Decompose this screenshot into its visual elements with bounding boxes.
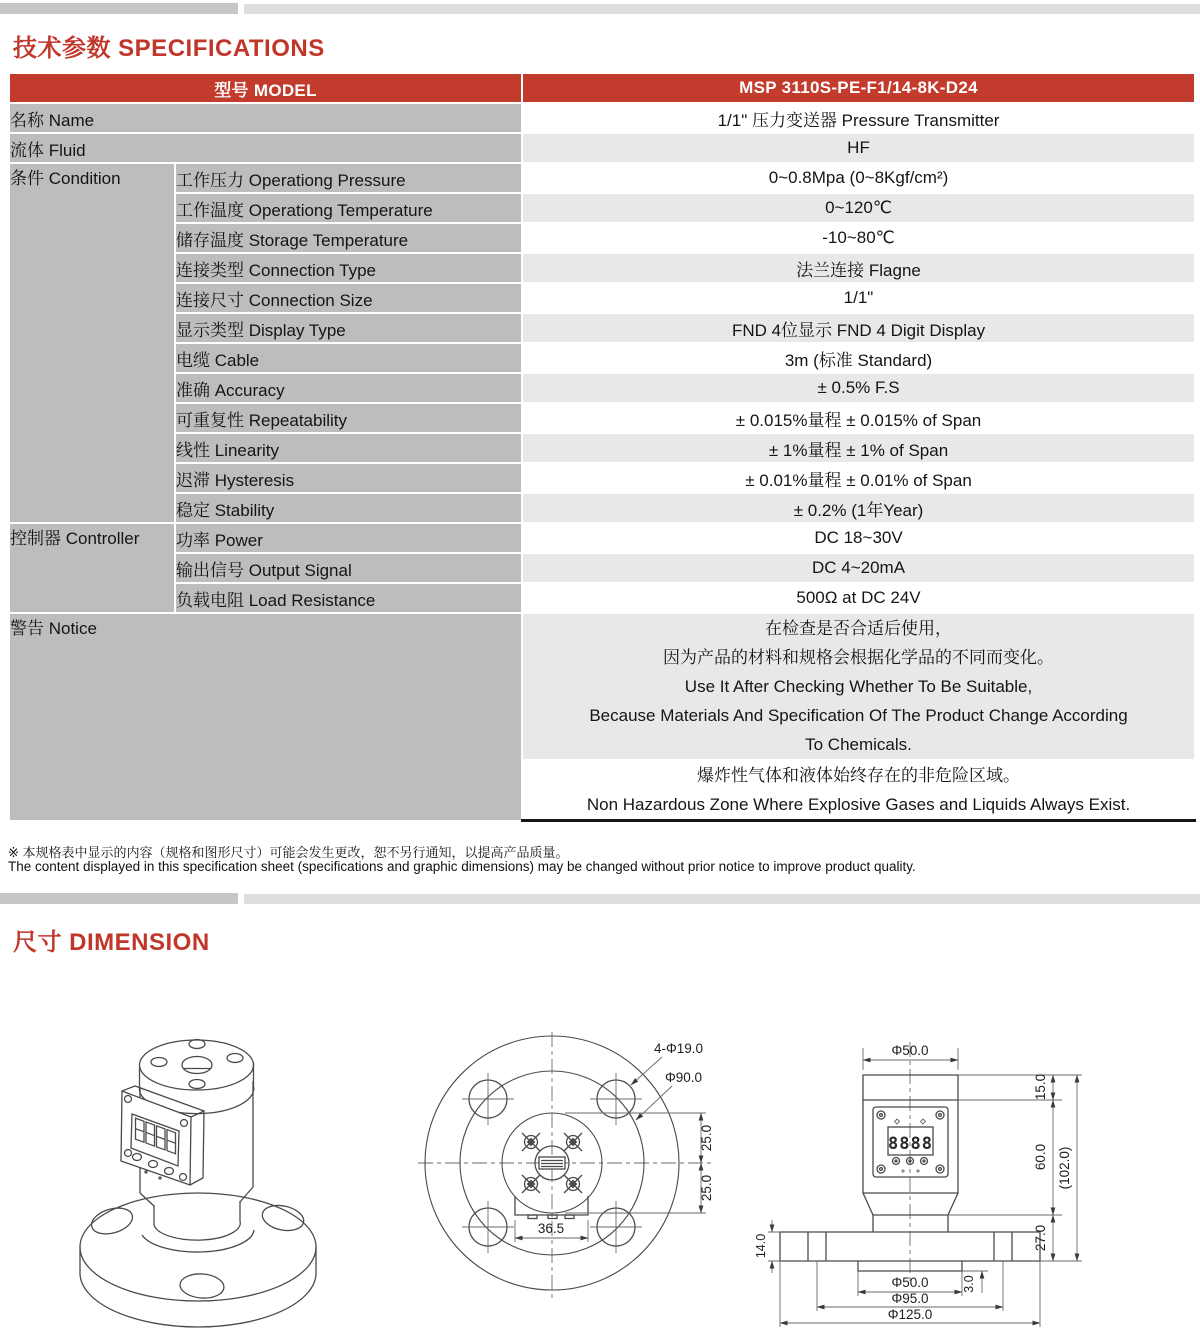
table-row [9,373,1195,403]
notice-block-1 [522,613,1195,760]
drawing-isometric-view [50,1025,390,1344]
row-label-connection-size: 连接尺寸 Connection Size [175,283,522,313]
top-bar-light-segment [244,4,1200,14]
row-value-repeatability: ± 0.015%量程 ± 0.015% of Span [522,403,1195,433]
row-value-linearity: ± 1%量程 ± 1% of Span [522,433,1195,463]
iso-top-cap [140,1040,254,1114]
table-row [9,553,1195,583]
row-label-hysteresis: 迟滞 Hysteresis [175,463,522,493]
category-controller: 控制器 Controller [9,523,175,613]
row-label-connection-type: 连接类型 Connection Type [175,253,522,283]
table-row [9,403,1195,433]
dim-flange-dia: Φ125.0 [887,1307,933,1322]
row-label-stability: 稳定 Stability [175,493,522,523]
table-row [9,103,1195,133]
row-value-load-resistance: 500Ω at DC 24V [522,583,1195,613]
side-view-display-panel [873,1107,948,1177]
row-label-power: 功率 Power [175,523,522,553]
model-value-cell: MSP 3110S-PE-F1/14-8K-D24 [522,73,1195,103]
row-value-connection-type: 法兰连接 Flagne [522,253,1195,283]
model-header-cell: 型号 MODEL [9,73,522,103]
dim-total-height: (102.0) [1057,1146,1072,1190]
row-label-operating-pressure: 工作压力 Operationg Pressure [175,163,522,193]
notice-line: 因为产品的材料和规格会根据化学品的不同而变化。 [663,648,1055,667]
row-value-operating-pressure: 0~0.8Mpa (0~8Kgf/cm²) [522,163,1195,193]
display-digits: 8888 [888,1134,933,1154]
row-label-name: 名称 Name [9,103,522,133]
row-value-hysteresis: ± 0.01%量程 ± 0.01% of Span [522,463,1195,493]
row-value-output-signal: DC 4~20mA [522,553,1195,583]
notice-line: 在检查是否合适后使用， [765,619,953,638]
table-row [9,253,1195,283]
table-row [9,493,1195,523]
row-label-load-resistance: 负载电阻 Load Resistance [175,583,522,613]
specifications-table [8,72,1196,822]
row-value-cable: 3m (标准 Standard) [522,343,1195,373]
notice-line: Use It After Checking Whether To Be Suitable, [684,677,1033,696]
row-label-display-type: 显示类型 Display Type [175,313,522,343]
iso-neck [142,1201,254,1252]
category-notice: 警告 Notice [9,613,522,821]
table-row [9,163,1195,193]
table-row [9,523,1195,553]
notice-line: 爆炸性气体和液体始终存在的非危险区域。 [697,766,1021,785]
row-label-output-signal: 输出信号 Output Signal [175,553,522,583]
dim-boss-height: 3.0 [962,1275,976,1293]
dim-offset-top: 25.0 [699,1124,714,1152]
drawing-side-view [754,1020,1200,1344]
table-row [9,283,1195,313]
dim-flange-thickness: 14.0 [754,1233,768,1259]
row-value-display-type: FND 4位显示 FND 4 Digit Display [522,313,1195,343]
row-label-linearity: 线性 Linearity [175,433,522,463]
dim-cap-height: 15.0 [1033,1073,1048,1101]
dim-offset-bottom: 25.0 [699,1174,714,1202]
iso-flange [80,1193,316,1327]
table-row [9,193,1195,223]
notice-block-2 [522,760,1195,821]
row-value-operating-temperature: 0~120℃ [522,193,1195,223]
row-label-fluid: 流体 Fluid [9,133,522,163]
row-value-accuracy: ± 0.5% F.S [522,373,1195,403]
row-label-cable: 电缆 Cable [175,343,522,373]
table-row [9,133,1195,163]
row-label-repeatability: 可重复性 Repeatability [175,403,522,433]
dim-housing-width: 36.5 [537,1221,565,1236]
drawing-top-view [400,1020,730,1344]
mid-bar-light-segment [244,894,1200,904]
row-value-name: 1/1" 压力变送器 Pressure Transmitter [522,103,1195,133]
specifications-title: 技术参数 SPECIFICATIONS [13,35,325,62]
category-condition: 条件 Condition [9,163,175,523]
notice-line: Because Materials And Specification Of The Product Change According [589,706,1128,725]
dim-body-circle: Φ90.0 [665,1070,703,1085]
dim-body-height: 60.0 [1033,1143,1048,1171]
table-row [9,343,1195,373]
table-row [9,583,1195,613]
dim-bolt-holes: 4-Φ19.0 [654,1041,704,1056]
table-row-notice-1 [9,613,1195,760]
dim-bolt-circle-dia: Φ95.0 [891,1291,929,1306]
top-bar-dark-segment [0,3,238,14]
row-value-fluid: HF [522,133,1195,163]
notice-line: Non Hazardous Zone Where Explosive Gases and Liquids Always Exist. [586,795,1131,814]
dimension-title: 尺寸 DIMENSION [13,929,210,956]
dim-boss-dia: Φ50.0 [891,1275,929,1290]
dim-top-dia: Φ50.0 [891,1043,929,1058]
row-label-operating-temperature: 工作温度 Operationg Temperature [175,193,522,223]
table-row [9,463,1195,493]
table-row [9,313,1195,343]
footnote-english: The content displayed in this specification sheet (specifications and graphic dimensions) may be changed without prior notice to improve product quality. [8,859,916,874]
side-view-dimensions [754,1043,1082,1327]
row-value-storage-temperature: -10~80℃ [522,223,1195,253]
row-value-stability: ± 0.2% (1年Year) [522,493,1195,523]
table-row [9,433,1195,463]
iso-display-panel [121,1086,204,1185]
table-header-row [9,73,1195,103]
top-view-display-housing [515,1196,588,1219]
dim-lower-height: 27.0 [1033,1224,1048,1252]
row-value-power: DC 18~30V [522,523,1195,553]
table-row [9,223,1195,253]
row-label-accuracy: 准确 Accuracy [175,373,522,403]
row-value-connection-size: 1/1" [522,283,1195,313]
notice-line: To Chemicals. [805,735,912,754]
footnote-chinese: ※ 本规格表中显示的内容（规格和图形尺寸）可能会发生更改，恕不另行通知，以提高产品质量。 [8,845,569,860]
mid-bar-dark-segment [0,893,238,904]
row-label-storage-temperature: 储存温度 Storage Temperature [175,223,522,253]
